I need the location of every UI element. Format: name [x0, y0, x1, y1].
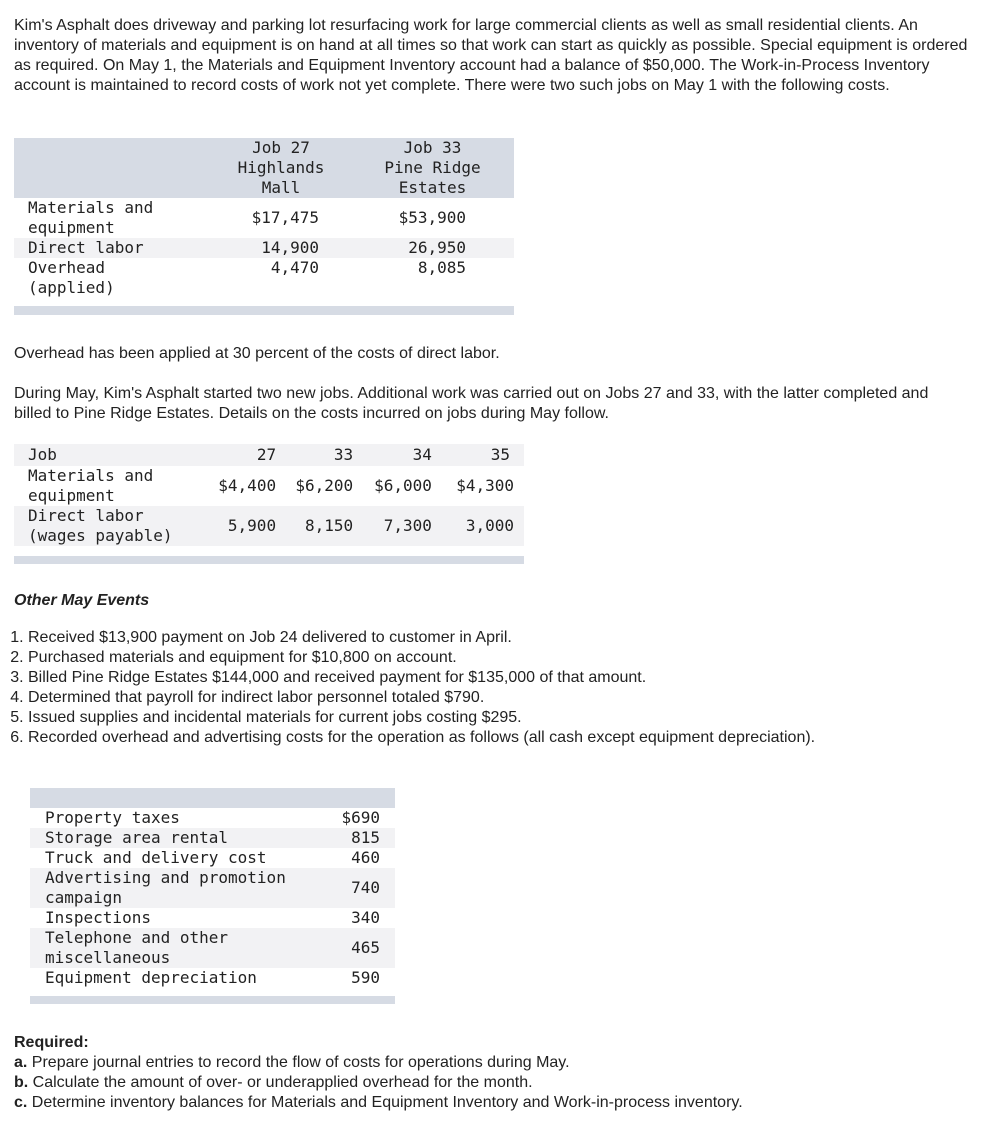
overhead-note: Overhead has been applied at 30 percent of the costs of direct labor.: [14, 345, 500, 362]
table-row: Materials and equipment $17,475 $53,900: [28, 198, 466, 237]
table-row: Direct labor 14,900 26,950: [14, 238, 514, 258]
overhead-costs-table: [30, 788, 395, 1004]
list-item: 6. Recorded overhead and advertising costs for the operation as follows (all cash except equipment depreciation).: [28, 728, 960, 748]
table-row: Storage area rental 815: [30, 828, 395, 848]
list-item: 3. Billed Pine Ridge Estates $144,000 and received payment for $135,000 of that amount.: [28, 668, 960, 688]
required-item-a: a. Prepare journal entries to record the flow of costs for operations during May.: [14, 1054, 570, 1071]
table-row: Truck and delivery cost 460: [45, 848, 380, 867]
list-item: 1. Received $13,900 payment on Job 24 delivered to customer in April.: [28, 628, 960, 648]
required-item-c: c. Determine inventory balances for Materials and Equipment Inventory and Work-in-process inventory.: [14, 1094, 743, 1111]
other-events-title: Other May Events: [14, 592, 150, 609]
list-item: 5. Issued supplies and incidental materials for current jobs costing $295.: [28, 708, 960, 728]
job-27-header: Job 27 Highlands Mall: [237, 138, 325, 197]
job-33-header: Job 33 Pine Ridge Estates: [384, 138, 481, 197]
table-row: Telephone and other miscellaneous 465: [30, 928, 395, 968]
required-title: Required:: [14, 1034, 89, 1051]
may-job-costs-table: Job 27 33 34 35 Materials and equipment $4,400 $6,200 $6,000 $4,300 Direct labor (wages payable) 5,900 8,150 7,300 3,000: [14, 444, 524, 564]
events-list: [0, 628, 960, 748]
table-row: Materials and equipment $4,400 $6,200 $6,000 $4,300: [28, 466, 514, 505]
job-header-label: Job: [28, 445, 57, 464]
table-row: Overhead (applied) 4,470 8,085: [28, 258, 466, 297]
list-item: 2. Purchased materials and equipment for $10,800 on account.: [28, 648, 960, 668]
job-costs-table: [14, 138, 514, 315]
table-row: Advertising and promotion campaign 740: [30, 868, 395, 908]
table-row: Property taxes $690: [45, 808, 380, 827]
list-item: 4. Determined that payroll for indirect labor personnel totaled $790.: [28, 688, 960, 708]
required-section: [14, 1033, 969, 1113]
may-paragraph: During May, Kim's Asphalt started two new jobs. Additional work was carried out on Jobs 27 and 33, with the latter completed and billed to Pine Ridge Estates. Details on the costs incurred on jobs during May follow.: [14, 385, 929, 422]
table-row: Direct labor (wages payable) 5,900 8,150 7,300 3,000: [14, 506, 524, 546]
required-item-b: b. Calculate the amount of over- or underapplied overhead for the month.: [14, 1074, 533, 1091]
table-row: Inspections 340: [45, 908, 380, 927]
table-row: Equipment depreciation 590: [45, 968, 380, 987]
intro-paragraph: Kim's Asphalt does driveway and parking lot resurfacing work for large commercial clients as well as small residential clients. An inventory of materials and equipment is on hand at all times so that work can start as quickly as possible. Special equipment is ordered as required. On May 1, the Materials and Equipment Inventory account had a balance of $50,000. The Work-in-Process Inventory account is maintained to record costs of work not yet complete. There were two such jobs on May 1 with the following costs.: [14, 17, 968, 94]
